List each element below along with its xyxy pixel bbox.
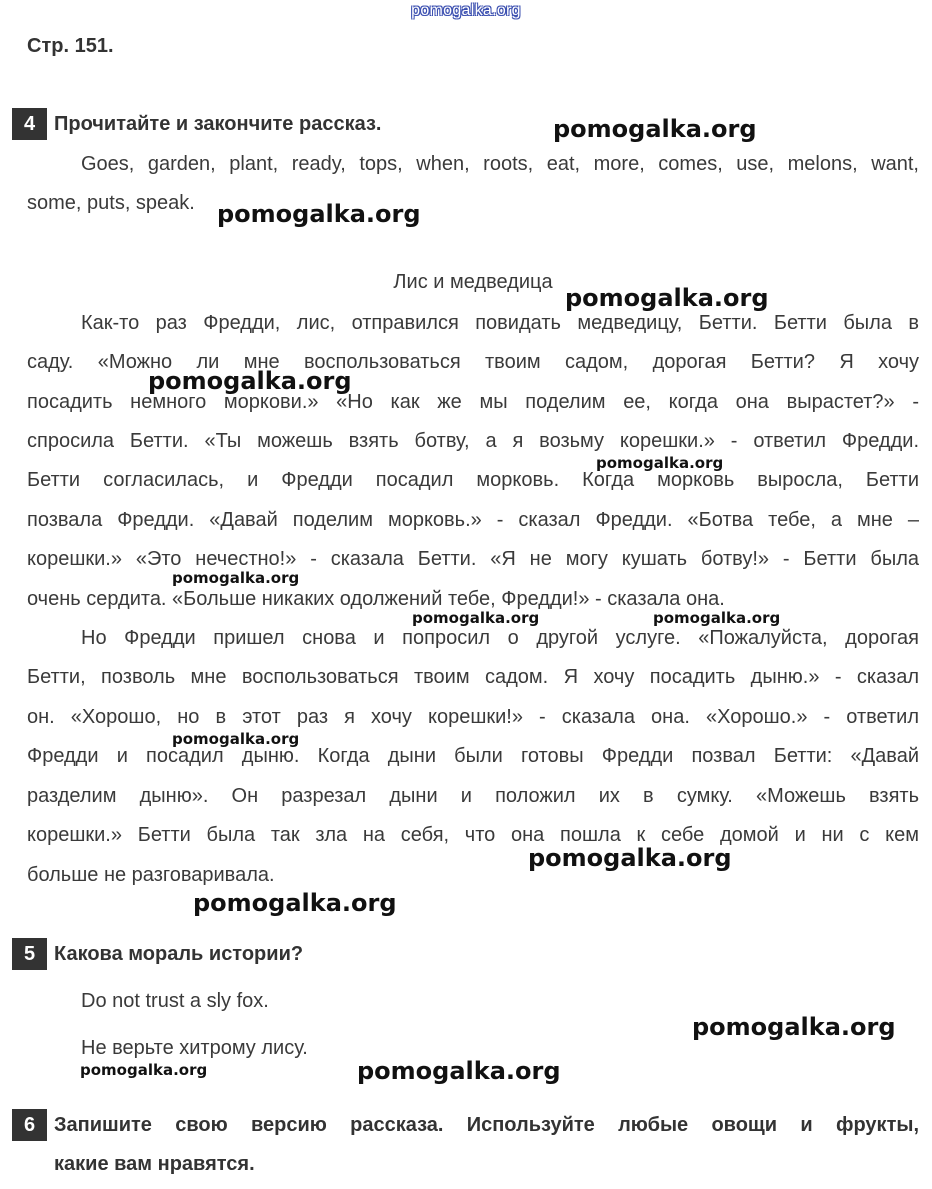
watermark: pomogalka.org — [148, 367, 352, 395]
watermark: pomogalka.org — [553, 115, 757, 143]
watermark: pomogalka.org — [80, 1061, 208, 1079]
story-line: разделим дыню». Он разрезал дыни и положил их в сумку. «Можешь взять — [27, 785, 919, 807]
task-4-heading: Прочитайте и закончите рассказ. — [54, 113, 382, 135]
word-list-line: Goes, garden, plant, ready, tops, when, roots, eat, more, comes, use, melons, want, — [81, 153, 919, 175]
task-5-badge: 5 — [12, 938, 47, 970]
story-line: Бетти, позволь мне воспользоваться твоим садом. Я хочу посадить дыню.» - сказал — [27, 666, 919, 688]
story-line: Бетти согласилась, и Фредди посадил морковь. Когда морковь выросла, Бетти — [27, 469, 919, 491]
watermark: pomogalka.org — [172, 730, 300, 748]
story-line: посадить немного моркови.» «Но как же мы поделим ее, когда она вырастет?» - — [27, 391, 919, 413]
story-title: Лис и медведица — [393, 271, 553, 293]
task-6-heading-line: какие вам нравятся. — [54, 1153, 255, 1175]
watermark: pomogalka.org — [692, 1013, 896, 1041]
watermark: pomogalka.org — [217, 200, 421, 228]
task-4-badge: 4 — [12, 108, 47, 140]
story-line: саду. «Можно ли мне воспользоваться твоим садом, дорогая Бетти? Я хочу — [27, 351, 919, 373]
story-line: очень сердита. «Больше никаких одолжений тебе, Фредди!» - сказала она. — [27, 588, 725, 610]
top-watermark: pomogalka.org — [411, 2, 521, 19]
answer-russian: Не верьте хитрому лису. — [81, 1037, 308, 1059]
task-5-heading: Какова мораль истории? — [54, 943, 304, 965]
story-line: корешки.» «Это нечестно!» - сказала Бетти. «Я не могу кушать ботву!» - Бетти была — [27, 548, 919, 570]
watermark: pomogalka.org — [653, 609, 781, 627]
story-line: Фредди и посадил дыню. Когда дыни были готовы Фредди позвал Бетти: «Давай — [27, 745, 919, 767]
watermark: pomogalka.org — [412, 609, 540, 627]
task-6-badge: 6 — [12, 1109, 47, 1141]
watermark: pomogalka.org — [596, 454, 724, 472]
word-list-line: some, puts, speak. — [27, 192, 195, 214]
story-line: спросила Бетти. «Ты можешь взять ботву, а я возьму корешки.» - ответил Фредди. — [27, 430, 919, 452]
story-line: Но Фредди пришел снова и попросил о другой услуге. «Пожалуйста, дорогая — [81, 627, 919, 649]
watermark: pomogalka.org — [565, 284, 769, 312]
story-line: он. «Хорошо, но в этот раз я хочу корешки!» - сказала она. «Хорошо.» - ответил — [27, 706, 919, 728]
watermark: pomogalka.org — [357, 1057, 561, 1085]
story-line: больше не разговаривала. — [27, 864, 275, 886]
watermark: pomogalka.org — [193, 889, 397, 917]
story-line: Как-то раз Фредди, лис, отправился повидать медведицу, Бетти. Бетти была в — [81, 312, 919, 334]
answer-english: Do not trust a sly fox. — [81, 990, 269, 1012]
page-reference: Стр. 151. — [27, 35, 114, 57]
watermark: pomogalka.org — [172, 569, 300, 587]
story-line: позвала Фредди. «Давай поделим морковь.» - сказал Фредди. «Ботва тебе, а мне – — [27, 509, 919, 531]
story-line: корешки.» Бетти была так зла на себя, что она пошла к себе домой и ни с кем — [27, 824, 919, 846]
watermark: pomogalka.org — [528, 844, 732, 872]
task-6-heading-line: Запишите свою версию рассказа. Используйте любые овощи и фрукты, — [54, 1114, 919, 1136]
